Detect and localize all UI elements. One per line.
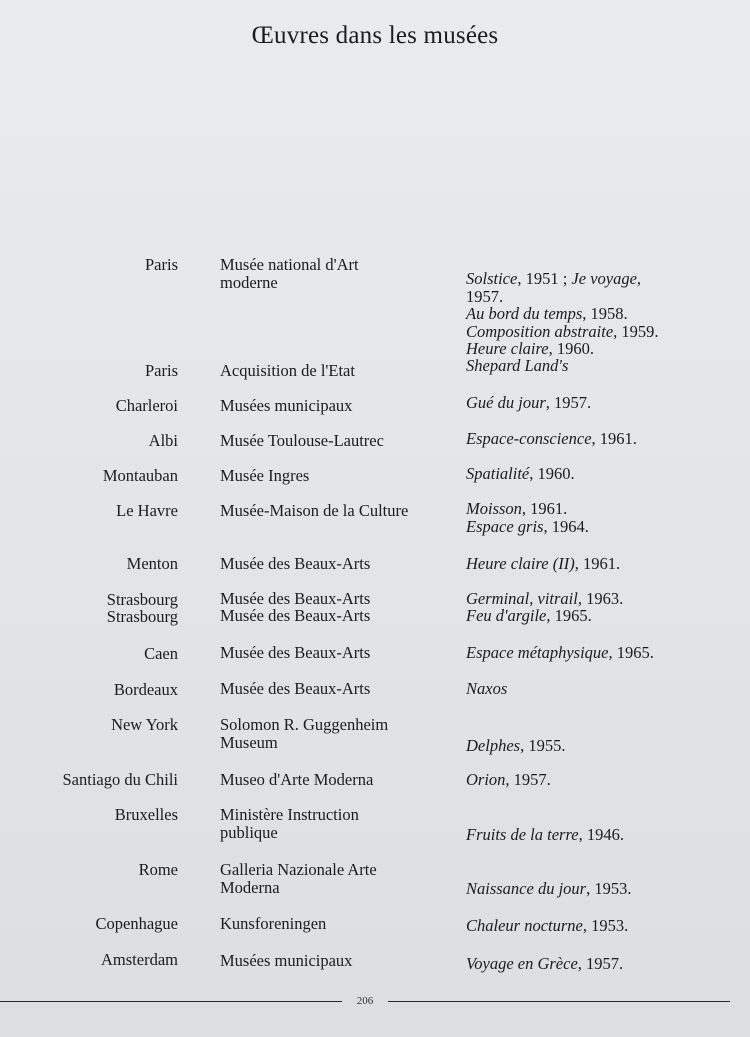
museum-line: Musée des Beaux-Arts	[220, 554, 371, 573]
work-entry	[466, 880, 736, 898]
work-entry	[466, 340, 736, 358]
work-title: Gué du jour	[466, 393, 546, 412]
city-name: Rome	[138, 860, 178, 879]
work-entry	[466, 288, 736, 306]
museum-name	[220, 915, 460, 933]
museum-line: Musées municipaux	[220, 951, 353, 970]
work-entry	[466, 323, 736, 341]
city-name: Amsterdam	[101, 950, 178, 969]
works-list	[466, 737, 736, 755]
museum-line: Ministère Instruction	[220, 805, 359, 824]
works-list	[466, 644, 736, 662]
work-date: , 1963.	[577, 589, 624, 608]
works-list	[466, 955, 736, 973]
works-list	[466, 270, 736, 358]
work-title: Delphes	[466, 736, 521, 755]
work-entry	[466, 555, 736, 573]
works-list	[466, 394, 736, 412]
city-name: Paris	[145, 361, 178, 380]
works-list	[466, 607, 736, 625]
museum-line: Musée des Beaux-Arts	[220, 643, 371, 662]
museum-line: Musée Toulouse-Lautrec	[220, 431, 384, 450]
work-title: Composition abstraite	[466, 321, 614, 341]
work-date: , 1965.	[608, 643, 654, 662]
work-date: , 1957.	[545, 393, 592, 412]
museum-line: Moderna	[220, 877, 280, 897]
work-entry	[466, 590, 736, 608]
work-entry	[466, 518, 736, 536]
work-date: ,	[636, 269, 642, 288]
footer-rule-left	[0, 1001, 342, 1002]
museum-name	[220, 771, 460, 789]
museum-line: Solomon R. Guggenheim	[220, 715, 389, 734]
page-number: 206	[356, 995, 374, 1007]
city-name: Strasbourg	[106, 607, 178, 626]
works-list	[466, 465, 736, 483]
museum-name	[220, 644, 460, 662]
work-entry	[466, 680, 736, 698]
work-title: Heure claire (II)	[466, 554, 575, 573]
work-title: Espace-conscience	[466, 429, 592, 448]
museum-line: publique	[220, 822, 278, 842]
work-entry	[466, 465, 736, 483]
museum-name	[220, 432, 460, 450]
city-name: Menton	[126, 554, 178, 573]
work-date: 1957.	[466, 286, 504, 306]
work-date: , 1961.	[591, 429, 637, 448]
work-title: Germinal, vitrail	[466, 589, 578, 608]
works-list	[466, 430, 736, 448]
city-name: Bruxelles	[114, 805, 178, 824]
work-title: Solstice	[466, 269, 518, 288]
museum-line: Musée des Beaux-Arts	[220, 589, 371, 608]
work-date: , 1965.	[546, 606, 592, 625]
work-entry	[466, 955, 736, 973]
works-list	[466, 555, 736, 573]
works-list	[466, 500, 736, 535]
museum-line: Musée-Maison de la Culture	[220, 501, 409, 520]
museum-name	[220, 680, 460, 698]
city-name: Albi	[148, 431, 178, 450]
work-date: , 1953.	[582, 916, 629, 935]
work-date: , 1957.	[505, 770, 551, 789]
museum-line: Musée des Beaux-Arts	[220, 679, 371, 698]
city-name: Paris	[145, 255, 178, 274]
museum-name	[220, 555, 460, 573]
work-date: , 1951 ;	[517, 269, 572, 288]
museum-line: Museo d'Arte Moderna	[220, 770, 374, 789]
museum-line: Acquisition de l'Etat	[220, 361, 355, 380]
city-name: New York	[111, 715, 178, 734]
work-entry	[466, 394, 736, 412]
work-entry	[466, 607, 736, 625]
work-date: , 1946.	[578, 825, 624, 844]
work-date: , 1960.	[548, 339, 594, 358]
work-date: , 1959.	[613, 321, 659, 341]
museum-line: Musées municipaux	[220, 396, 353, 415]
footer-rule-right	[388, 1001, 730, 1002]
work-title: Fruits de la terre	[466, 825, 579, 844]
works-list	[466, 590, 736, 608]
city-name: Le Havre	[116, 501, 178, 520]
museum-line: Musée Ingres	[220, 466, 310, 485]
works-list	[466, 680, 736, 698]
work-title: Feu d'argile	[466, 606, 547, 625]
work-entry	[466, 305, 736, 323]
city-name: Charleroi	[115, 396, 178, 415]
museum-name	[220, 256, 460, 291]
work-title: Spatialité	[466, 464, 530, 483]
work-date: , 1961.	[521, 499, 568, 518]
work-date: , 1960.	[529, 464, 575, 483]
city-name: Bordeaux	[113, 680, 178, 699]
work-entry	[466, 917, 736, 935]
museum-name	[220, 397, 460, 415]
work-date: , 1957.	[577, 954, 624, 973]
city-name: Santiago du Chili	[62, 770, 178, 789]
work-title: Orion	[466, 770, 506, 789]
city-name: Strasbourg	[106, 590, 178, 609]
work-date: , 1961.	[574, 554, 621, 573]
works-list	[466, 880, 736, 898]
work-entry	[466, 826, 736, 844]
museum-name	[220, 590, 460, 608]
work-title: Je voyage	[571, 269, 637, 288]
city-name: Caen	[144, 644, 178, 663]
work-title: Naxos	[466, 679, 508, 698]
museum-line: Museum	[220, 732, 278, 752]
museum-line: Kunsforeningen	[220, 914, 327, 933]
work-date: , 1953.	[586, 879, 632, 898]
museum-name	[220, 502, 460, 520]
museum-line: Galleria Nazionale Arte	[220, 860, 377, 879]
museum-name	[220, 467, 460, 485]
works-list	[466, 357, 736, 375]
museum-line: Musée national d'Art	[220, 255, 359, 274]
city-name: Copenhague	[95, 914, 178, 933]
works-list	[466, 917, 736, 935]
works-list	[466, 826, 736, 844]
page-title: Œuvres dans les musées	[251, 22, 499, 49]
museum-name	[220, 952, 460, 970]
works-list	[466, 771, 736, 789]
museum-name	[220, 861, 460, 896]
museum-name	[220, 806, 460, 841]
museum-name	[220, 607, 460, 625]
work-title: Espace métaphysique	[466, 643, 609, 662]
museum-name	[220, 362, 460, 380]
museum-line: Musée des Beaux-Arts	[220, 606, 371, 625]
work-title: Voyage en Grèce	[466, 954, 578, 973]
work-date: , 1958.	[582, 304, 628, 323]
work-title: Heure claire	[466, 339, 549, 358]
work-date: , 1955.	[520, 736, 566, 755]
city-name: Montauban	[102, 466, 178, 485]
museum-line: moderne	[220, 272, 278, 292]
work-title: Espace gris	[466, 516, 544, 536]
work-entry	[466, 737, 736, 755]
work-entry	[466, 644, 736, 662]
work-title: Moisson	[466, 499, 522, 518]
work-entry	[466, 270, 736, 288]
work-title: Chaleur nocturne	[466, 916, 583, 935]
work-entry	[466, 500, 736, 518]
work-entry	[466, 357, 736, 375]
museum-name	[220, 716, 460, 751]
work-title: Au bord du temps	[466, 304, 583, 323]
work-entry	[466, 430, 736, 448]
work-title: Naissance du jour	[466, 879, 587, 898]
work-date: , 1964.	[543, 516, 589, 536]
work-title: Shepard Land's	[466, 356, 569, 375]
work-entry	[466, 771, 736, 789]
